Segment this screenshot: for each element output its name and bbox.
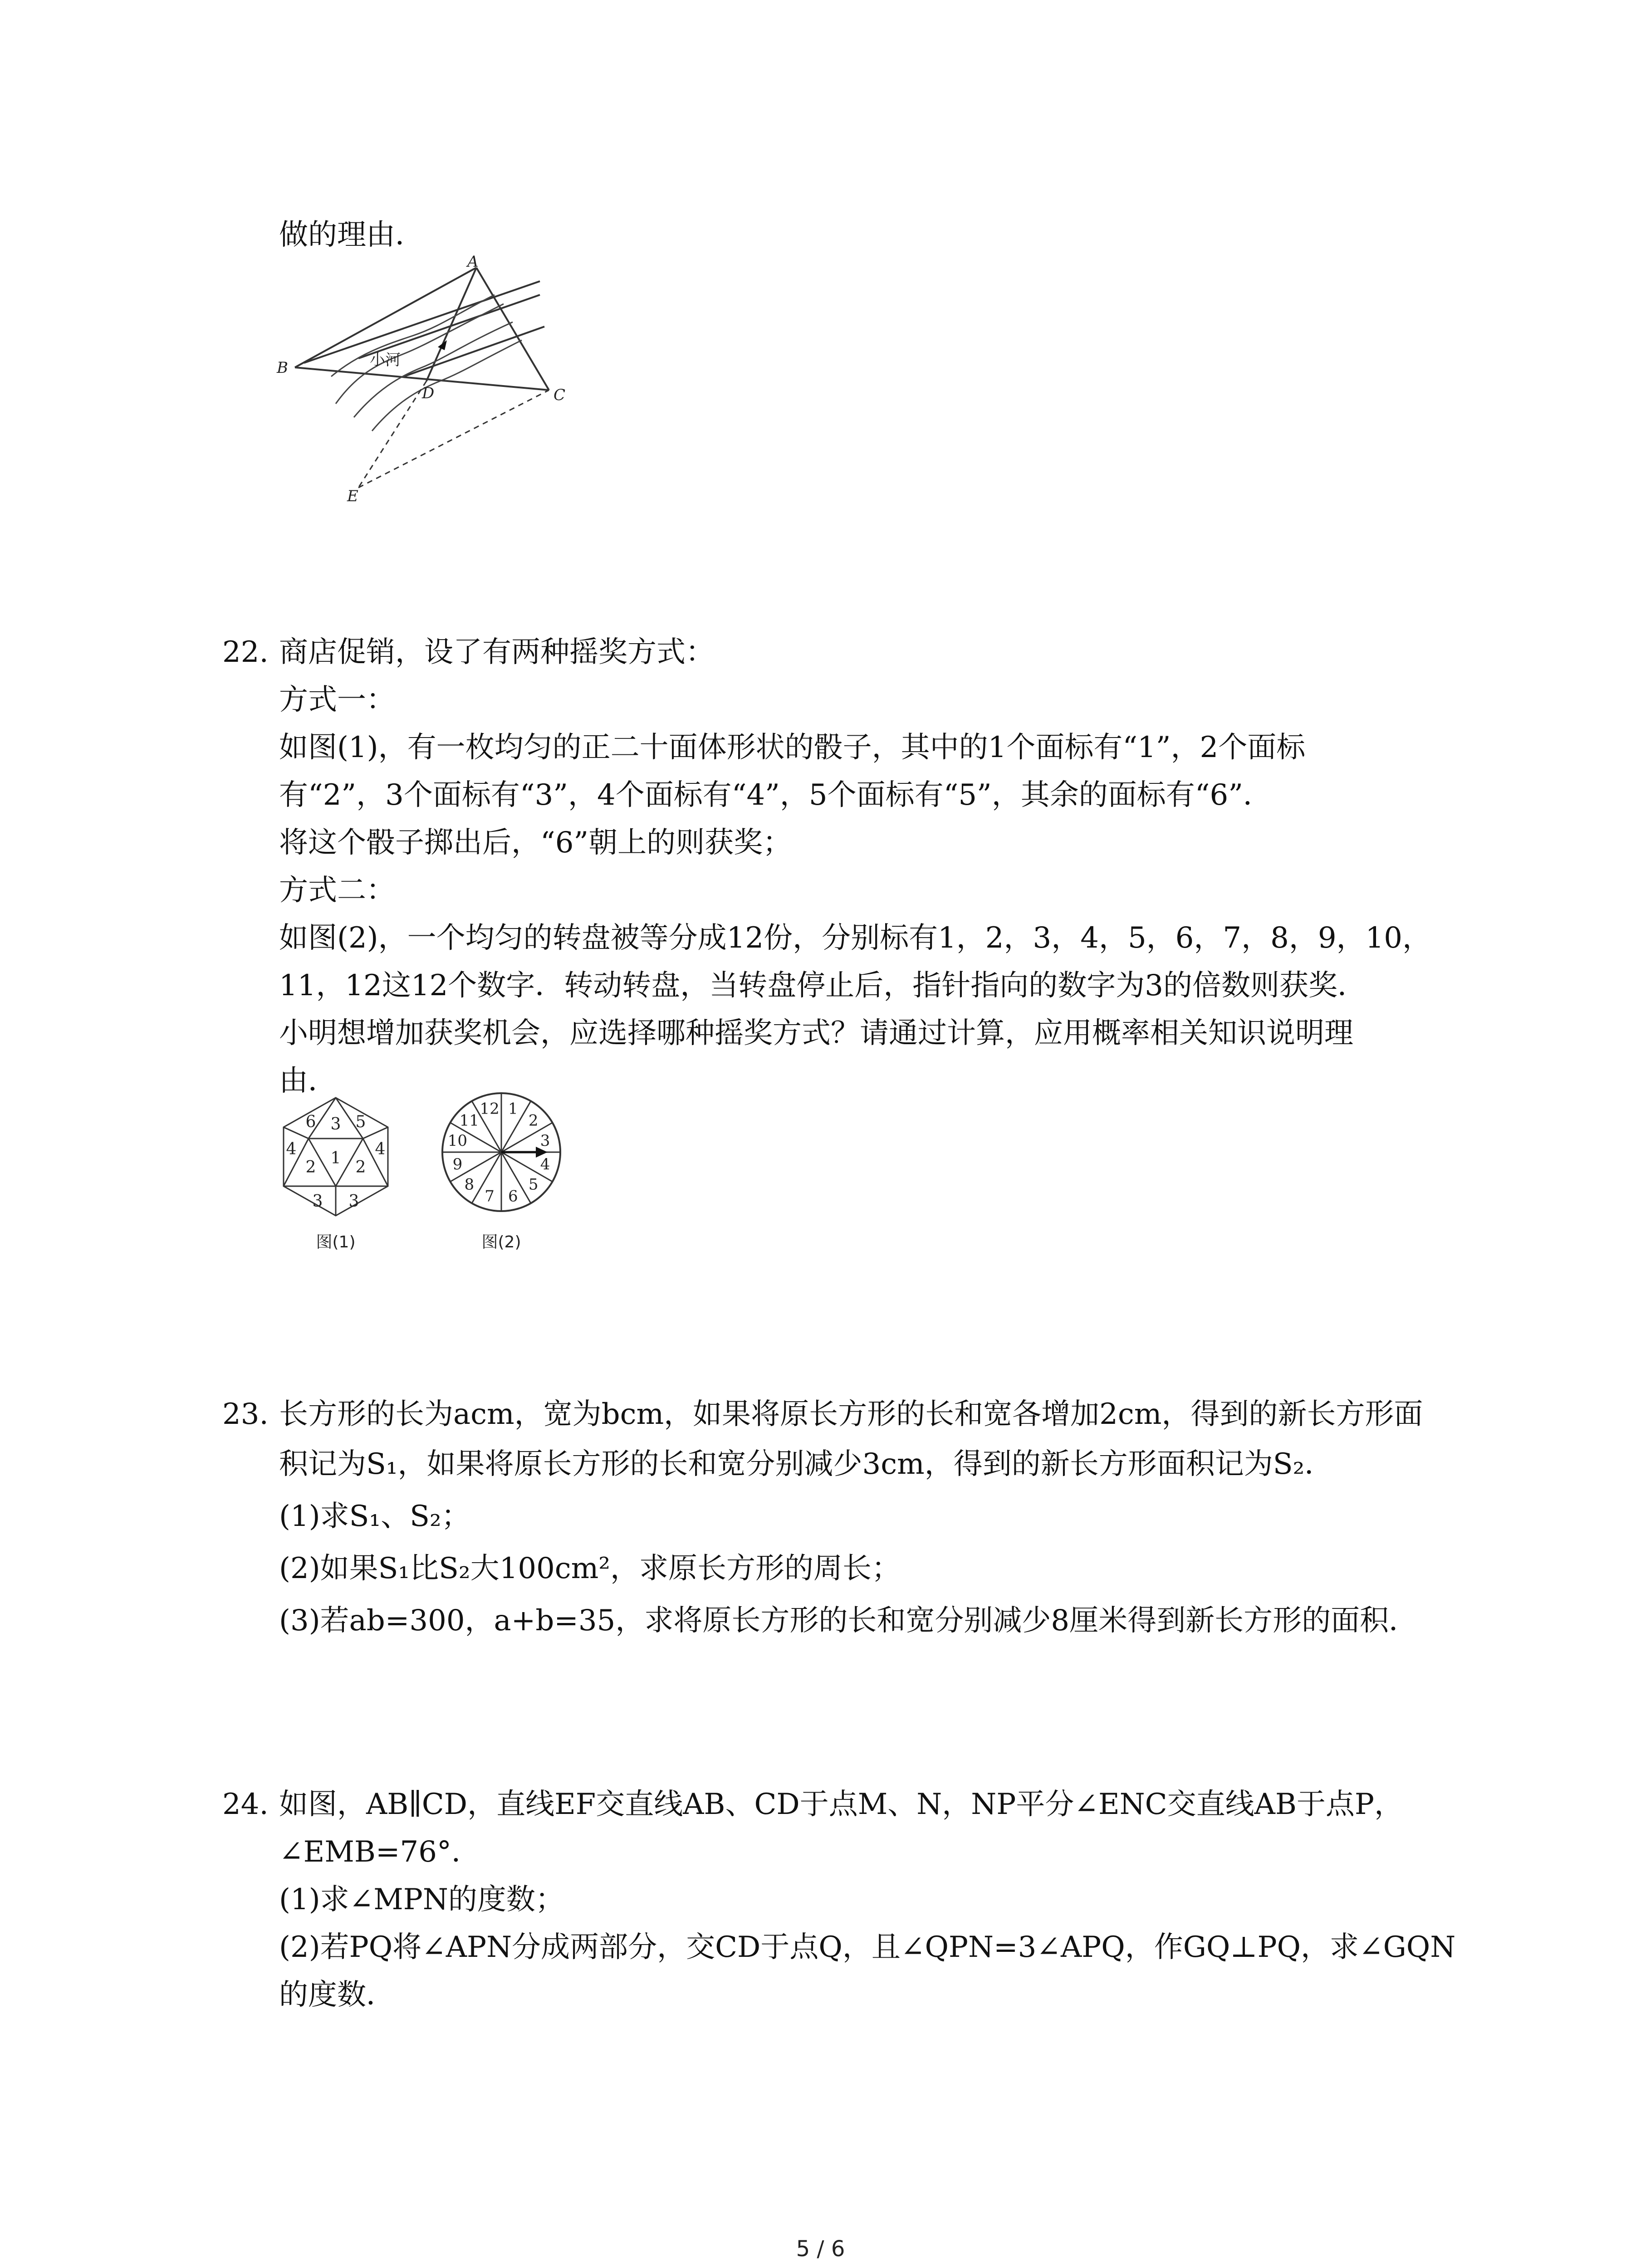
q23-line-2: 积记为S₁，如果将原长方形的长和宽分别减少3cm，得到的新长方形面积记为S₂． [279, 1447, 1334, 1481]
spinner-number: 2 [528, 1111, 539, 1130]
q22-line-8: 11，12这12个数字．转动转盘，当转盘停止后，指针指向的数字为3的倍数则获奖． [279, 969, 1367, 1002]
q22-line-1: 商店促销，设了有两种摇奖方式： [279, 635, 715, 669]
q22-figure-2-caption: 图(2) [481, 1233, 521, 1251]
q22-line-2: 方式一： [279, 683, 395, 717]
q22-fig1-num: 4 [375, 1140, 386, 1158]
q21-label-c: C [554, 386, 566, 404]
q21-river-figure [268, 254, 585, 508]
q22-fig1-num: 3 [348, 1192, 359, 1211]
spinner-number: 1 [508, 1100, 518, 1118]
q23-line-5: (3)若ab=300，a+b=35，求将原长方形的长和宽分别减少8厘米得到新长方形的面积． [279, 1604, 1418, 1637]
spinner-number: 11 [459, 1111, 479, 1130]
q24-line-5: 的度数． [279, 1978, 395, 2012]
q21-label-d: D [422, 384, 435, 402]
spinner-number: 5 [528, 1175, 539, 1194]
q22-figure-2 [429, 1089, 574, 1256]
q23-number: 23. [222, 1398, 269, 1431]
q22-line-9: 小明想增加获奖机会，应选择哪种摇奖方式？请通过计算，应用概率相关知识说明理 [279, 1017, 1353, 1050]
spinner-number: 4 [540, 1155, 550, 1173]
q22-fig1-num: 5 [355, 1113, 366, 1131]
spinner-number: 12 [480, 1100, 500, 1118]
q24-line-2: ∠EMB=76°． [279, 1835, 480, 1869]
q22-fig1-num: 6 [305, 1113, 316, 1131]
spinner-number: 6 [508, 1187, 518, 1206]
q21-tail-text: 做的理由． [279, 218, 424, 252]
q22-figure-1 [277, 1093, 395, 1256]
q22-fig1-num: 2 [305, 1158, 316, 1177]
q22-line-3: 如图(1)，有一枚均匀的正二十面体形状的骰子，其中的1个面标有“1”，2个面标 [279, 731, 1306, 764]
q21-label-b: B [277, 359, 288, 377]
q24-number: 24. [222, 1788, 269, 1821]
q22-fig1-num: 1 [330, 1149, 341, 1168]
q22-line-6: 方式二： [279, 874, 395, 907]
q22-line-10: 由． [279, 1064, 337, 1098]
q24-line-1: 如图，AB∥CD，直线EF交直线AB、CD于点M、N，NP平分∠ENC交直线AB于点P， [279, 1788, 1403, 1821]
spinner-number: 3 [540, 1132, 550, 1150]
q22-number: 22. [222, 635, 269, 669]
q22-line-7: 如图(2)，一个均匀的转盘被等分成12份，分别标有1，2，3，4，5，6，7，8，9，10， [279, 921, 1431, 955]
spinner-number: 10 [447, 1132, 468, 1150]
q21-label-e: E [347, 487, 358, 505]
q22-fig1-num: 2 [355, 1158, 366, 1177]
q24-line-4: (2)若PQ将∠APN分成两部分，交CD于点Q，且∠QPN=3∠APQ，作GQ⊥PQ，求∠GQN [279, 1931, 1456, 1964]
q23-line-3: (1)求S₁、S₂； [279, 1500, 470, 1533]
q22-line-5: 将这个骰子掷出后，“6”朝上的则获奖； [279, 826, 792, 860]
q22-fig1-num: 3 [312, 1192, 323, 1211]
q22-figure-1-caption: 图(1) [316, 1233, 356, 1251]
spinner-number: 7 [485, 1187, 495, 1206]
q21-label-a: A [467, 254, 479, 271]
spinner-number: 9 [452, 1155, 463, 1173]
page-number: 5 / 6 [796, 2236, 845, 2262]
q22-line-4: 有“2”，3个面标有“3”，4个面标有“4”，5个面标有“5”，其余的面标有“6”． [279, 778, 1272, 812]
q22-fig1-num: 4 [286, 1140, 297, 1158]
q23-line-1: 长方形的长为acm，宽为bcm，如果将原长方形的长和宽各增加2cm，得到的新长方形面 [279, 1398, 1423, 1431]
spinner-number: 8 [464, 1175, 475, 1194]
q21-river-label: 小河 [370, 351, 401, 369]
q22-fig1-num: 3 [330, 1115, 341, 1134]
q23-line-4: (2)如果S₁比S₂大100cm²，求原长方形的周长； [279, 1552, 901, 1585]
q24-line-3: (1)求∠MPN的度数； [279, 1883, 564, 1916]
